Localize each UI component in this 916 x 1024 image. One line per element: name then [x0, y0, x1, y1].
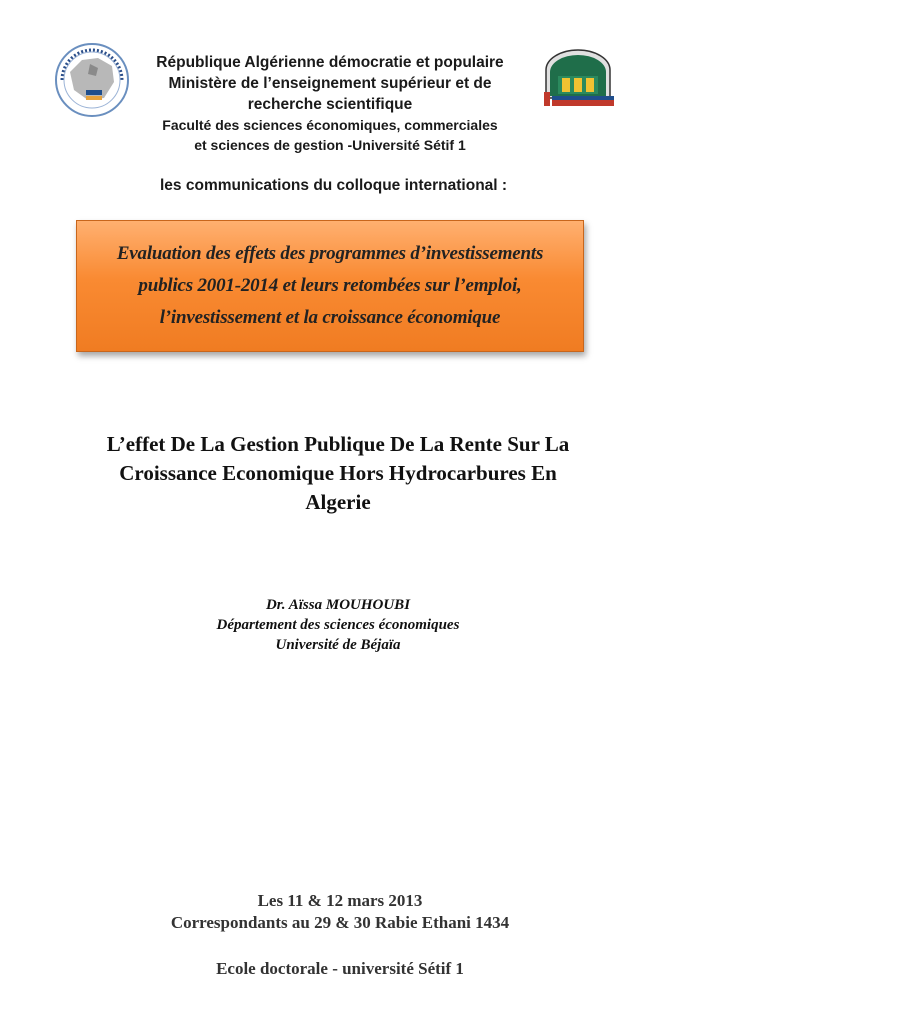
colloque-title-line: Evaluation des effets des programmes d’investissements [116, 243, 544, 264]
colloque-dates: Les 11 & 12 mars 2013 [257, 891, 423, 910]
hijri-dates: Correspondants au 29 & 30 Rabie Ethani 1434 [170, 913, 510, 932]
header-line-university: et sciences de gestion -Université Sétif 1 [194, 137, 466, 153]
colloque-title-line: l’investissement et la croissance économique [159, 307, 501, 328]
header-line-faculty: Faculté des sciences économiques, commerciales [162, 117, 498, 133]
laboratory-seal-icon [52, 42, 132, 118]
paper-title [40, 430, 636, 517]
university-ferhat-abbas-icon [540, 48, 616, 108]
colloque-label: les communications du colloque international : [160, 177, 508, 194]
author-block [138, 595, 538, 655]
left-logo [52, 42, 132, 118]
institution-header [140, 52, 520, 155]
header-line-research: recherche scientifique [247, 96, 413, 113]
paper-title-line: L’effet De La Gestion Publique De La Rente Sur La [106, 432, 570, 456]
doctoral-school: Ecole doctorale - université Sétif 1 [216, 959, 464, 978]
header-line-ministry: Ministère de l’enseignement supérieur et de [168, 75, 492, 92]
footer-block [100, 890, 580, 980]
right-logo [540, 48, 616, 108]
author-department: Département des sciences économiques [216, 617, 460, 633]
colloque-title-line: publics 2001-2014 et leurs retombées sur l’emploi, [138, 275, 522, 296]
colloque-title-box [76, 220, 584, 352]
author-name: Dr. Aïssa MOUHOUBI [265, 597, 411, 613]
author-university: Université de Béjaïa [275, 637, 401, 653]
paper-title-line: Croissance Economique Hors Hydrocarbures En [119, 461, 557, 485]
paper-title-line: Algerie [305, 490, 371, 514]
header-line-republic: République Algérienne démocratie et populaire [156, 54, 504, 71]
